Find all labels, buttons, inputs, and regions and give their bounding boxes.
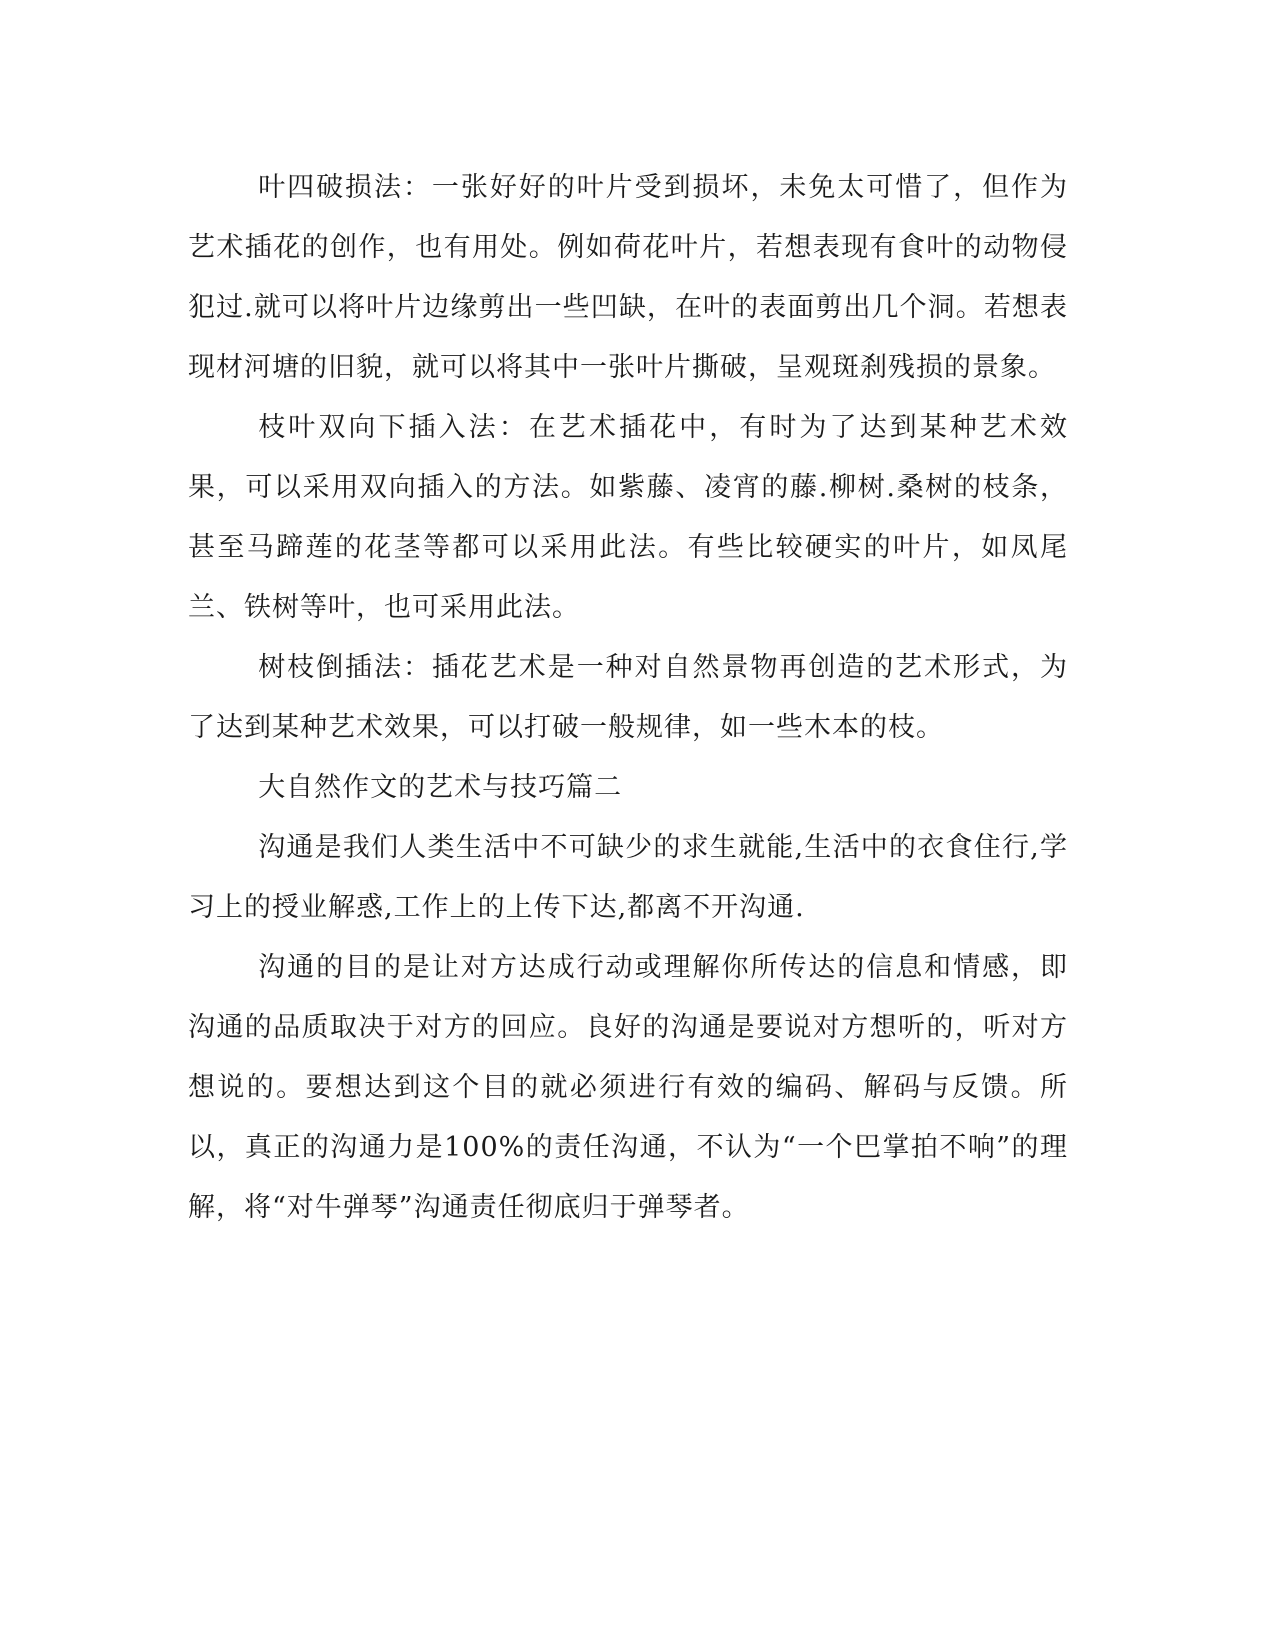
paragraph-bidirectional-insert-method: 枝叶双向下插入法：在艺术插花中，有时为了达到某种艺术效果，可以采用双向插入的方法。如紫藤、凌宵的藤.柳树.桑树的枝条，甚至马蹄莲的花茎等都可以采用此法。有些比较硬实的叶片，如凤尾兰、铁树等叶，也可采用此法。 [188, 412, 1068, 623]
paragraph-leaf-damage-method: 叶四破损法：一张好好的叶片受到损坏，未免太可惜了，但作为艺术插花的创作，也有用处。例如荷花叶片，若想表现有食叶的动物侵犯过.就可以将叶片边缘剪出一些凹缺，在叶的表面剪出几个洞。若想表现材河塘的旧貌，就可以将其中一张叶片撕破，呈观斑刹残损的景象。 [188, 172, 1068, 383]
paragraph-communication-intro: 沟通是我们人类生活中不可缺少的求生就能,生活中的衣食住行,学习上的授业解惑,工作上的上传下达,都离不开沟通. [188, 832, 1068, 923]
document-body [188, 158, 1068, 1238]
paragraph-reverse-branch-method: 树枝倒插法：插花艺术是一种对自然景物再创造的艺术形式，为了达到某种艺术效果，可以打破一般规律，如一些木本的枝。 [188, 652, 1068, 743]
section-heading: 大自然作文的艺术与技巧篇二 [258, 772, 623, 803]
paragraph-communication-purpose: 沟通的目的是让对方达成行动或理解你所传达的信息和情感，即沟通的品质取决于对方的回应。良好的沟通是要说对方想听的，听对方想说的。要想达到这个目的就必须进行有效的编码、解码与反馈。所以，真正的沟通力是100%的责任沟通，不认为“一个巴掌拍不响”的理解，将“对牛弹琴”沟通责任彻底归于弹琴者。 [188, 952, 1068, 1223]
